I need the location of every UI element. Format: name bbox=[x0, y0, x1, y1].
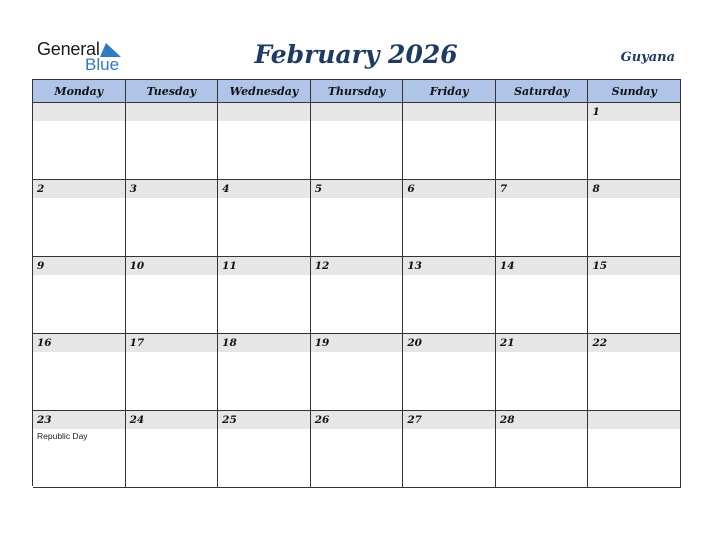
day-cell[interactable] bbox=[311, 103, 404, 180]
day-cell[interactable] bbox=[33, 411, 126, 488]
day-number: 24 bbox=[129, 414, 145, 426]
day-number-band bbox=[33, 180, 125, 198]
day-number-band bbox=[33, 103, 125, 121]
day-cell[interactable] bbox=[126, 103, 219, 180]
day-cell[interactable] bbox=[33, 180, 126, 257]
day-cell[interactable] bbox=[496, 411, 589, 488]
day-number: 21 bbox=[499, 337, 515, 349]
day-number: 20 bbox=[407, 337, 422, 349]
day-number-band bbox=[33, 257, 125, 275]
day-cell[interactable] bbox=[218, 334, 311, 411]
day-number: 15 bbox=[592, 260, 608, 272]
week-row bbox=[33, 334, 681, 411]
day-cell[interactable] bbox=[126, 180, 219, 257]
day-number-band bbox=[311, 180, 403, 198]
day-number-band bbox=[496, 180, 588, 198]
day-number: 6 bbox=[407, 183, 415, 195]
day-cell[interactable] bbox=[496, 180, 589, 257]
day-number: 2 bbox=[37, 183, 45, 195]
day-cell[interactable] bbox=[126, 411, 219, 488]
day-number: 26 bbox=[314, 414, 330, 426]
day-cell[interactable] bbox=[126, 257, 219, 334]
day-cell[interactable] bbox=[33, 103, 126, 180]
day-cell[interactable] bbox=[218, 411, 311, 488]
day-cell[interactable] bbox=[311, 334, 404, 411]
day-number: 10 bbox=[129, 260, 145, 272]
week-row bbox=[33, 180, 681, 257]
day-number: 3 bbox=[129, 183, 137, 195]
day-cell[interactable] bbox=[496, 334, 589, 411]
day-cell[interactable] bbox=[218, 180, 311, 257]
day-number: 28 bbox=[499, 414, 515, 426]
day-number: 11 bbox=[222, 260, 237, 272]
day-number: 16 bbox=[37, 337, 52, 349]
day-number-band bbox=[218, 180, 310, 198]
day-number: 25 bbox=[222, 414, 237, 426]
day-cell[interactable] bbox=[218, 257, 311, 334]
week-row bbox=[33, 257, 681, 334]
day-number: 14 bbox=[499, 260, 515, 272]
day-number: 7 bbox=[499, 183, 508, 195]
day-cell[interactable] bbox=[588, 334, 681, 411]
day-cell[interactable] bbox=[588, 180, 681, 257]
day-number-band bbox=[403, 180, 495, 198]
day-cell[interactable] bbox=[403, 103, 496, 180]
day-number-band bbox=[588, 411, 680, 429]
weekday-header-row bbox=[33, 80, 681, 103]
day-number: 19 bbox=[314, 337, 330, 349]
weekday-sunday: Sunday bbox=[588, 80, 681, 103]
day-cell[interactable] bbox=[311, 180, 404, 257]
day-number-band bbox=[496, 103, 588, 121]
day-cell[interactable] bbox=[33, 257, 126, 334]
day-cell[interactable] bbox=[588, 103, 681, 180]
day-cell[interactable] bbox=[403, 180, 496, 257]
day-number: 13 bbox=[407, 260, 422, 272]
day-cell[interactable] bbox=[403, 334, 496, 411]
day-number: 27 bbox=[407, 414, 422, 426]
day-number: 1 bbox=[592, 106, 600, 118]
day-number: 18 bbox=[222, 337, 237, 349]
weekday-tuesday: Tuesday bbox=[126, 80, 219, 103]
day-number: 22 bbox=[592, 337, 608, 349]
logo-text-blue: Blue bbox=[85, 55, 120, 74]
day-cell[interactable] bbox=[311, 411, 404, 488]
day-number: 23 bbox=[37, 414, 52, 426]
day-cell[interactable] bbox=[218, 103, 311, 180]
holiday-label: Republic Day bbox=[37, 431, 88, 441]
weeks-container bbox=[33, 103, 681, 488]
day-number: 17 bbox=[129, 337, 145, 349]
day-cell[interactable] bbox=[403, 411, 496, 488]
day-cell[interactable] bbox=[588, 257, 681, 334]
calendar-grid bbox=[32, 79, 681, 486]
day-number: 9 bbox=[37, 260, 45, 272]
weekday-monday: Monday bbox=[33, 80, 126, 103]
weekday-wednesday: Wednesday bbox=[218, 80, 311, 103]
week-row bbox=[33, 411, 681, 488]
logo-text-general: General bbox=[37, 39, 100, 59]
calendar-title: February 2026 bbox=[254, 40, 458, 69]
week-row bbox=[33, 103, 681, 180]
day-cell[interactable] bbox=[496, 103, 589, 180]
day-number: 12 bbox=[314, 260, 330, 272]
day-cell[interactable] bbox=[311, 257, 404, 334]
day-number: 8 bbox=[592, 183, 600, 195]
country-label: Guyana bbox=[620, 50, 675, 65]
weekday-saturday: Saturday bbox=[496, 80, 589, 103]
day-number-band bbox=[403, 103, 495, 121]
day-number-band bbox=[588, 180, 680, 198]
day-number-band bbox=[126, 103, 218, 121]
day-number-band bbox=[311, 103, 403, 121]
day-number-band bbox=[588, 103, 680, 121]
day-cell[interactable] bbox=[496, 257, 589, 334]
day-number: 5 bbox=[314, 183, 323, 195]
day-number-band bbox=[218, 103, 310, 121]
weekday-friday: Friday bbox=[403, 80, 496, 103]
day-cell[interactable] bbox=[33, 334, 126, 411]
day-cell[interactable] bbox=[403, 257, 496, 334]
day-number-band bbox=[126, 180, 218, 198]
weekday-thursday: Thursday bbox=[311, 80, 404, 103]
day-cell[interactable] bbox=[588, 411, 681, 488]
day-number: 4 bbox=[222, 183, 230, 195]
day-cell[interactable] bbox=[126, 334, 219, 411]
